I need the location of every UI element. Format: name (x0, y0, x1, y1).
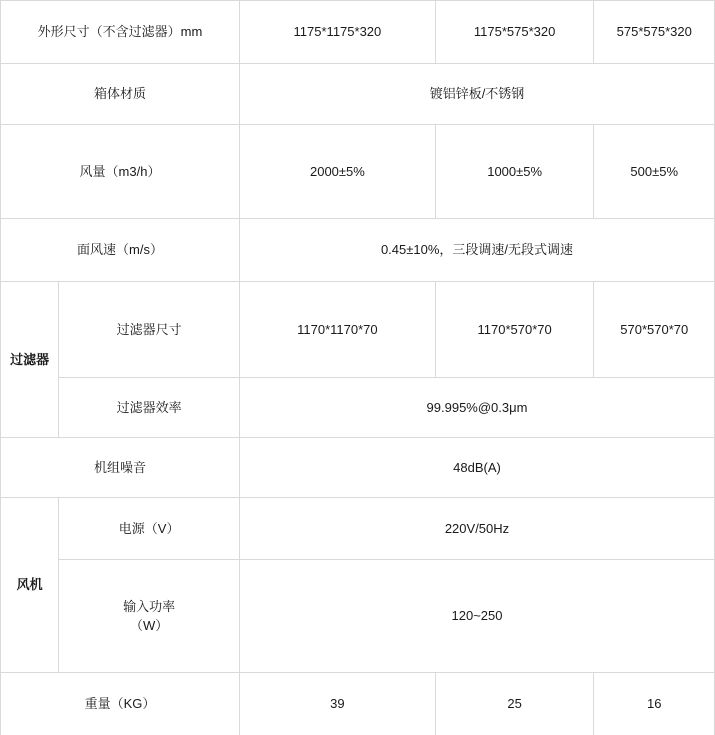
cell-unit-noise: 48dB(A) (240, 438, 715, 498)
table-row (1, 64, 715, 125)
table-row (1, 673, 715, 735)
table-row (1, 438, 715, 498)
cell-cabinet-material: 镀铝锌板/不锈钢 (240, 64, 715, 125)
cell-filter-size-model-1: 1170*1170*70 (240, 282, 436, 378)
row-label-input-power (59, 560, 240, 673)
cell-weight-model-3: 16 (594, 673, 715, 735)
table-row (1, 219, 715, 282)
cell-power-supply: 220V/50Hz (240, 498, 715, 560)
table-row (1, 125, 715, 219)
group-label-filter: 过滤器 (1, 282, 59, 438)
table-row (1, 1, 715, 64)
row-label-air-volume: 风量（m3/h） (1, 125, 240, 219)
cell-dimensions-model-2: 1175*575*320 (435, 1, 594, 64)
row-label-input-power-line2: （W） (129, 618, 169, 633)
group-label-fan: 风机 (1, 498, 59, 673)
cell-weight-model-2: 25 (435, 673, 594, 735)
cell-filter-size-model-2: 1170*570*70 (435, 282, 594, 378)
cell-air-volume-model-1: 2000±5% (240, 125, 436, 219)
cell-weight-model-1: 39 (240, 673, 436, 735)
row-label-input-power-line1: 输入功率 (123, 598, 176, 614)
table-row (1, 282, 715, 378)
cell-dimensions-model-3: 575*575*320 (594, 1, 715, 64)
cell-face-velocity: 0.45±10%，三段调速/无段式调速 (240, 219, 715, 282)
cell-input-power: 120~250 (240, 560, 715, 673)
row-label-unit-noise: 机组噪音 (1, 438, 240, 498)
table-row (1, 498, 715, 560)
row-label-face-velocity: 面风速（m/s） (1, 219, 240, 282)
cell-filter-size-model-3: 570*570*70 (594, 282, 715, 378)
row-label-filter-size: 过滤器尺寸 (59, 282, 240, 378)
row-label-weight: 重量（KG） (1, 673, 240, 735)
row-label-filter-efficiency: 过滤器效率 (59, 378, 240, 438)
cell-air-volume-model-2: 1000±5% (435, 125, 594, 219)
cell-filter-efficiency: 99.995%@0.3μm (240, 378, 715, 438)
row-label-cabinet-material: 箱体材质 (1, 64, 240, 125)
cell-air-volume-model-3: 500±5% (594, 125, 715, 219)
row-label-power-supply: 电源（V） (59, 498, 240, 560)
table-row (1, 560, 715, 673)
row-label-dimensions: 外形尺寸（不含过滤器）mm (1, 1, 240, 64)
table-row (1, 378, 715, 438)
cell-dimensions-model-1: 1175*1175*320 (240, 1, 436, 64)
